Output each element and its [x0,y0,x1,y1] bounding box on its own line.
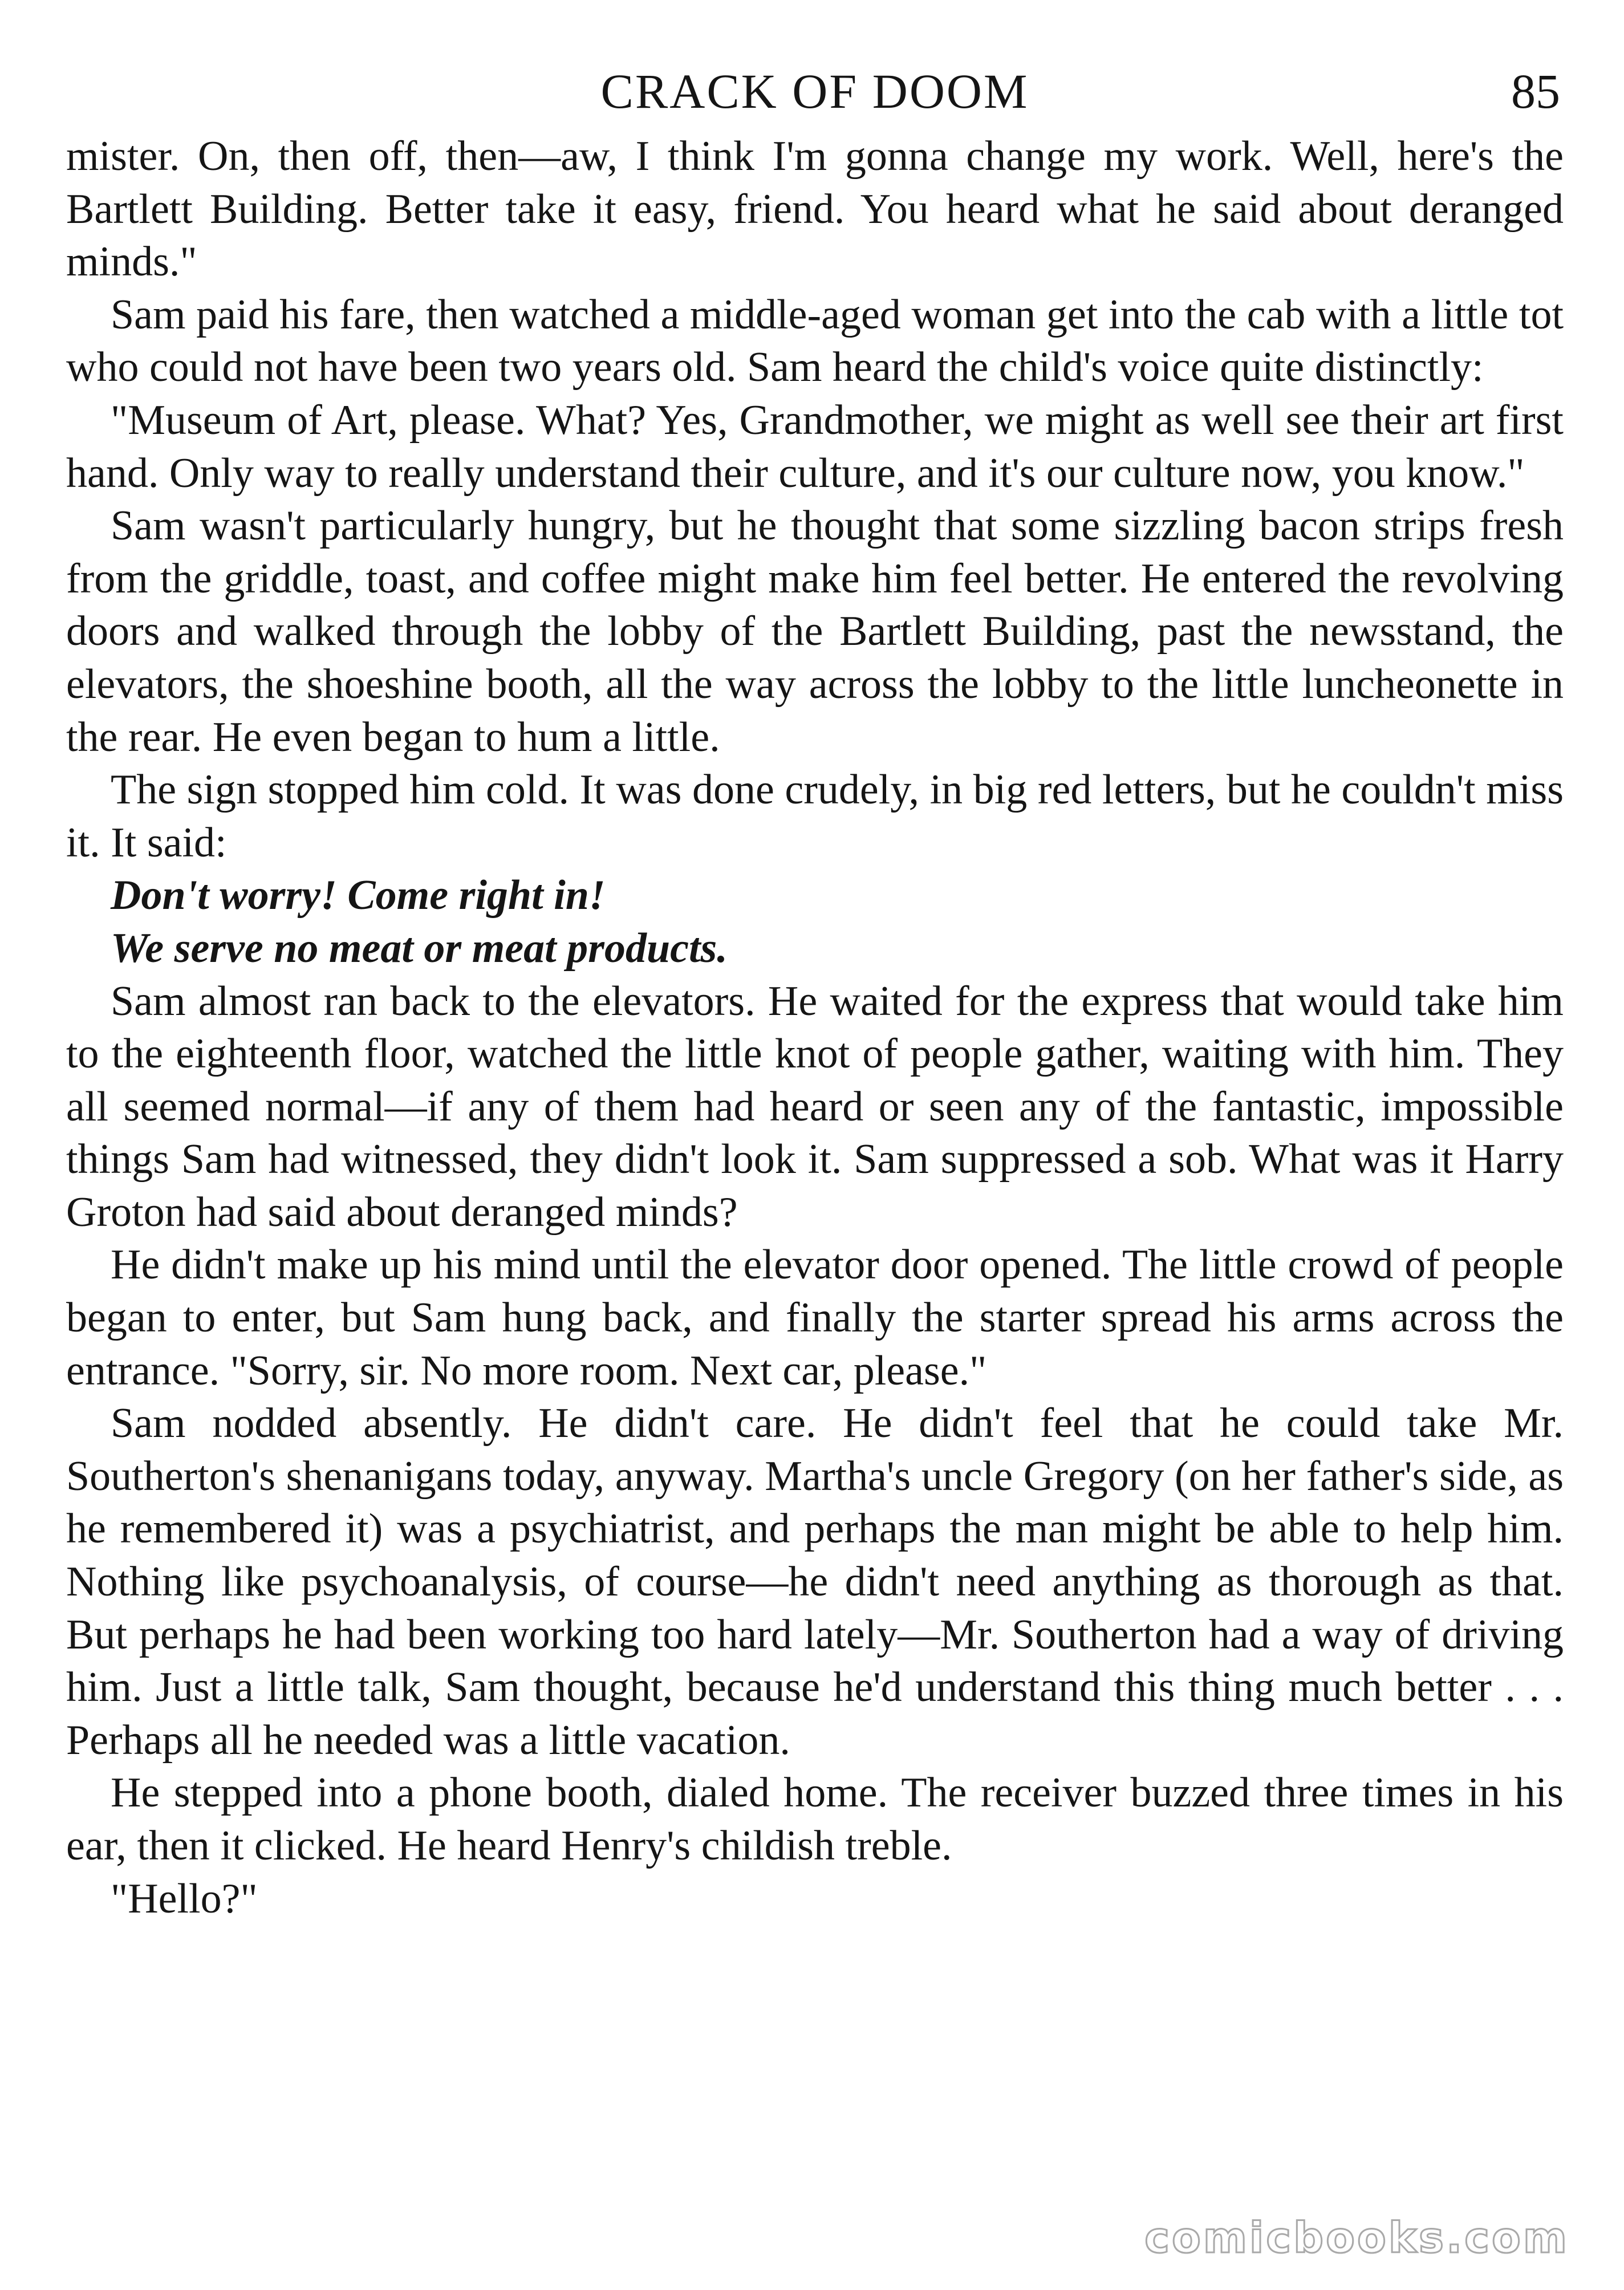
paragraph: Sam almost ran back to the elevators. He waited for the express that would take him to the eighteenth floor, watched the little knot of people gather, waiting with him. They all seemed normal—if any of them had heard or seen any of the fantastic, impossible things Sam had witnessed, they didn't look it. Sam suppressed a sob. What was it Harry Groton had said about deranged minds? [66,977,1564,1236]
running-title: CRACK OF DOOM [600,64,1029,119]
paragraph: Sam wasn't particularly hungry, but he thought that some sizzling bacon strips fresh from the griddle, toast, and coffee might make him feel better. He entered the revolving doors and walked through the lobby of the Bartlett Building, past the newsstand, the elevators, the shoeshine booth, all the way across the lobby to the little luncheonette in the rear. He even began to hum a little. [66,502,1564,761]
paragraph: He didn't make up his mind until the elevator door opened. The little crowd of people began to enter, but Sam hung back, and finally the starter spread his arms across the entrance. "Sorry, sir. No more room. Next car, please." [66,1241,1564,1394]
sign-text-line-2: We serve no meat or meat products. [111,924,728,972]
body-text [66,130,1564,1925]
paragraph: He stepped into a phone booth, dialed home. The receiver buzzed three times in his ear, then it clicked. He heard Henry's childish treble. [66,1769,1564,1869]
paragraph: Sam paid his fare, then watched a middle-aged woman get into the cab with a little tot who could not have been two years old. Sam heard the child's voice quite distinctly: [66,291,1564,391]
sign-text-line-1: Don't worry! Come right in! [111,872,606,919]
book-page [66,57,1564,2269]
paragraph: The sign stopped him cold. It was done crudely, in big red letters, but he couldn't miss it. It said: [66,766,1564,866]
paragraph: mister. On, then off, then—aw, I think I'm gonna change my work. Well, here's the Bartlett Building. Better take it easy, friend. You heard what he said about deranged minds." [66,133,1564,286]
paragraph: "Hello?" [111,1875,258,1922]
paragraph: Sam nodded absently. He didn't care. He didn't feel that he could take Mr. Southerton's shenanigans today, anyway. Martha's uncle Gregory (on her father's side, as he remembered it) was a psychiatrist, and perhaps the man might be able to help him. Nothing like psychoanalysis, of course—he didn't need anything as thorough as that. But perhaps he had been working too hard lately—Mr. Southerton had a way of driving him. Just a little talk, Sam thought, because he'd understand this thing much better . . . Perhaps all he needed was a little vacation. [66,1400,1564,1764]
watermark: comicbooks.com [1144,2214,1569,2263]
page-header [66,57,1564,130]
page-number: 85 [1511,64,1560,119]
paragraph: "Museum of Art, please. What? Yes, Grandmother, we might as well see their art first hand. Only way to really understand their culture, and it's our culture now, you know." [66,396,1564,497]
